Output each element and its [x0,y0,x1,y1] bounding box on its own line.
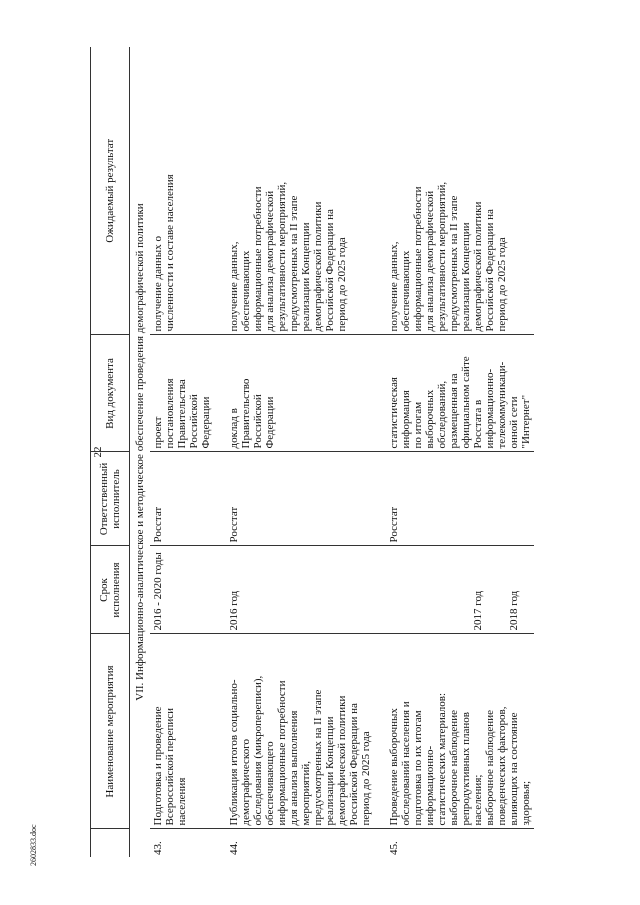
row-name [386,634,534,829]
row-result-line: получение данных о [152,236,164,332]
row-term-spacer [496,550,508,631]
row-name-line: демографической политики [336,695,348,826]
table-header-row [91,47,130,857]
row-doctype-line: Росстата в [472,399,484,449]
row-result-line: демографической политики [472,201,484,332]
row-name-line: выборочное наблюдение [448,710,460,826]
row-term-spacer [388,550,400,631]
row-result [226,47,374,335]
row-name-line: Публикация итогов социально- [228,679,240,826]
row-executor [226,452,374,546]
header-number [91,829,130,857]
row-doctype-line: официальном сайте [460,356,472,449]
row-doctype [150,335,214,452]
row-gap-cell [214,634,226,829]
row-result-line: Российской Федерации на [324,209,336,332]
row-name [226,634,374,829]
row-result-line: получение данных, [228,241,240,332]
row-term-spacer [424,550,436,631]
row-result-line: численности и составе населения [164,174,176,332]
row-name-line: обеспечивающего [264,741,276,826]
row-number: 44. [228,841,240,855]
row-result-line: результативности мероприятий, [276,181,288,332]
row-executor [150,452,214,546]
row-term-spacer [448,550,460,631]
row-gap [214,47,226,857]
row-doctype-line: статистическая [388,377,400,449]
header-term: Срок исполнения [91,546,130,634]
row-doctype-line: по итогам [412,401,424,449]
row-doctype-line: информация [400,390,412,449]
row-gap-cell [374,829,386,857]
row-result-line: реализации Концепции [460,222,472,332]
row-gap-cell [214,47,226,335]
row-doctype-line: телекоммуникаци- [496,361,508,449]
row-term-spacer [400,550,412,631]
row-name-line: реализации Концепции [324,716,336,826]
row-number: 43. [152,841,164,855]
row-gap-cell [374,47,386,335]
row-term-line: 2016 - 2020 годы [152,552,164,631]
row-result-line: для анализа демографической [264,190,276,332]
row-name [150,634,214,829]
row-doctype-line: Российской [188,394,200,449]
row-name-line: период до 2025 года [360,731,372,826]
row-doctype-line: размещенная на [448,373,460,449]
row-doctype-line: Российской [252,394,264,449]
row-doctype-line: Правительство [240,378,252,449]
row-gap-cell [374,335,386,452]
measures-table [90,47,534,857]
row-result-line: предусмотренных на II этапе [448,195,460,332]
row-executor-line: Росстат [152,506,164,543]
table-row [386,47,534,857]
row-doctype-line: доклад в [228,408,240,449]
row-term [226,546,374,634]
section-title: VII. Информационно-аналитическое и методическое обеспечение проведения демографической политики [134,203,146,701]
row-doctype-line: проект [152,416,164,449]
row-doctype-line: обследований, [436,380,448,449]
row-name-line: обследований населения и [400,701,412,826]
row-name-line: демографического [240,739,252,826]
row-result-line: результативности мероприятий, [436,181,448,332]
row-gap-cell [374,546,386,634]
row-result-line: период до 2025 года [496,237,508,332]
row-result-line: демографической политики [312,201,324,332]
row-result-line: предусмотренных на II этапе [288,195,300,332]
row-term [386,546,534,634]
row-gap-cell [214,335,226,452]
row-doctype-line: Федерации [264,396,276,449]
row-name-line: для анализа выполнения [288,710,300,826]
row-doctype-line: Правительства [176,379,188,449]
row-term-spacer [412,550,424,631]
row-gap-cell [214,452,226,546]
row-name-line: обследования (микропереписи), [252,675,264,826]
row-result-line: информационные потребности [252,186,264,332]
row-name-line: Российской Федерации на [348,703,360,826]
row-term-spacer [436,550,448,631]
header-result: Ожидаемый результат [91,47,130,335]
row-doctype [226,335,374,452]
row-executor-line: Росстат [228,506,240,543]
row-name-line: статистических материалов: [436,692,448,826]
header-executor: Ответственный исполнитель [91,452,130,546]
row-term-line: 2018 год [508,590,520,631]
row-doctype-line: постановления [164,378,176,449]
row-result-line: обеспечивающих [400,250,412,332]
table-row [226,47,374,857]
row-name-line: Подготовка и проведение [152,706,164,826]
row-result-line: реализации Концепции [300,222,312,332]
row-name-line: Проведение выборочных [388,708,400,826]
header-doctype: Вид документа [91,335,130,452]
row-gap-cell [214,546,226,634]
row-result [150,47,214,335]
row-name-line: предусмотренных на II этапе [312,689,324,826]
table-row [150,47,214,857]
row-name-line: здоровья; [520,780,532,826]
row-result-line: обеспечивающих [240,250,252,332]
row-gap [374,47,386,857]
row-doctype-line: "Интернет" [520,394,532,449]
row-term-line: 2016 год [228,590,240,631]
row-gap-cell [214,829,226,857]
row-term-spacer [484,550,496,631]
row-executor-line: Росстат [388,506,400,543]
row-result-line: Российской Федерации на [484,209,496,332]
row-doctype-line: информационно- [484,368,496,449]
section-row [130,47,151,857]
row-name-line: поведенческих факторов, [496,706,508,826]
row-term-spacer [460,550,472,631]
row-gap-cell [374,634,386,829]
rotated-table-wrapper [90,47,560,857]
document-code: 2602833.doc [29,824,38,866]
row-term-line: 2017 год [472,590,484,631]
row-doctype-line: онной сети [508,396,520,449]
row-number: 45. [388,841,400,855]
row-result-line: информационные потребности [412,186,424,332]
row-name-line: подготовка по их итогам [412,710,424,826]
row-executor [386,452,534,546]
row-term [150,546,214,634]
row-name-line: выборочное наблюдение [484,710,496,826]
row-name-line: репродуктивных планов [460,711,472,826]
row-name-line: информационные потребности [276,680,288,826]
row-name-line: населения; [472,774,484,826]
row-doctype-line: выборочных [424,389,436,449]
row-result-line: для анализа демографической [424,190,436,332]
header-name: Наименование мероприятия [91,634,130,829]
row-name-line: информационно- [424,745,436,826]
page-number: 22 [92,446,104,458]
row-gap-cell [374,452,386,546]
row-name-line: населения [176,777,188,826]
row-name-line: влияющих на состояние [508,712,520,826]
row-result-line: получение данных, [388,241,400,332]
row-doctype [386,335,534,452]
row-result [386,47,534,335]
row-name-line: Всероссийской переписи [164,707,176,826]
row-result-line: период до 2025 года [336,237,348,332]
row-doctype-line: Федерации [200,396,212,449]
row-name-line: мероприятий, [300,760,312,826]
